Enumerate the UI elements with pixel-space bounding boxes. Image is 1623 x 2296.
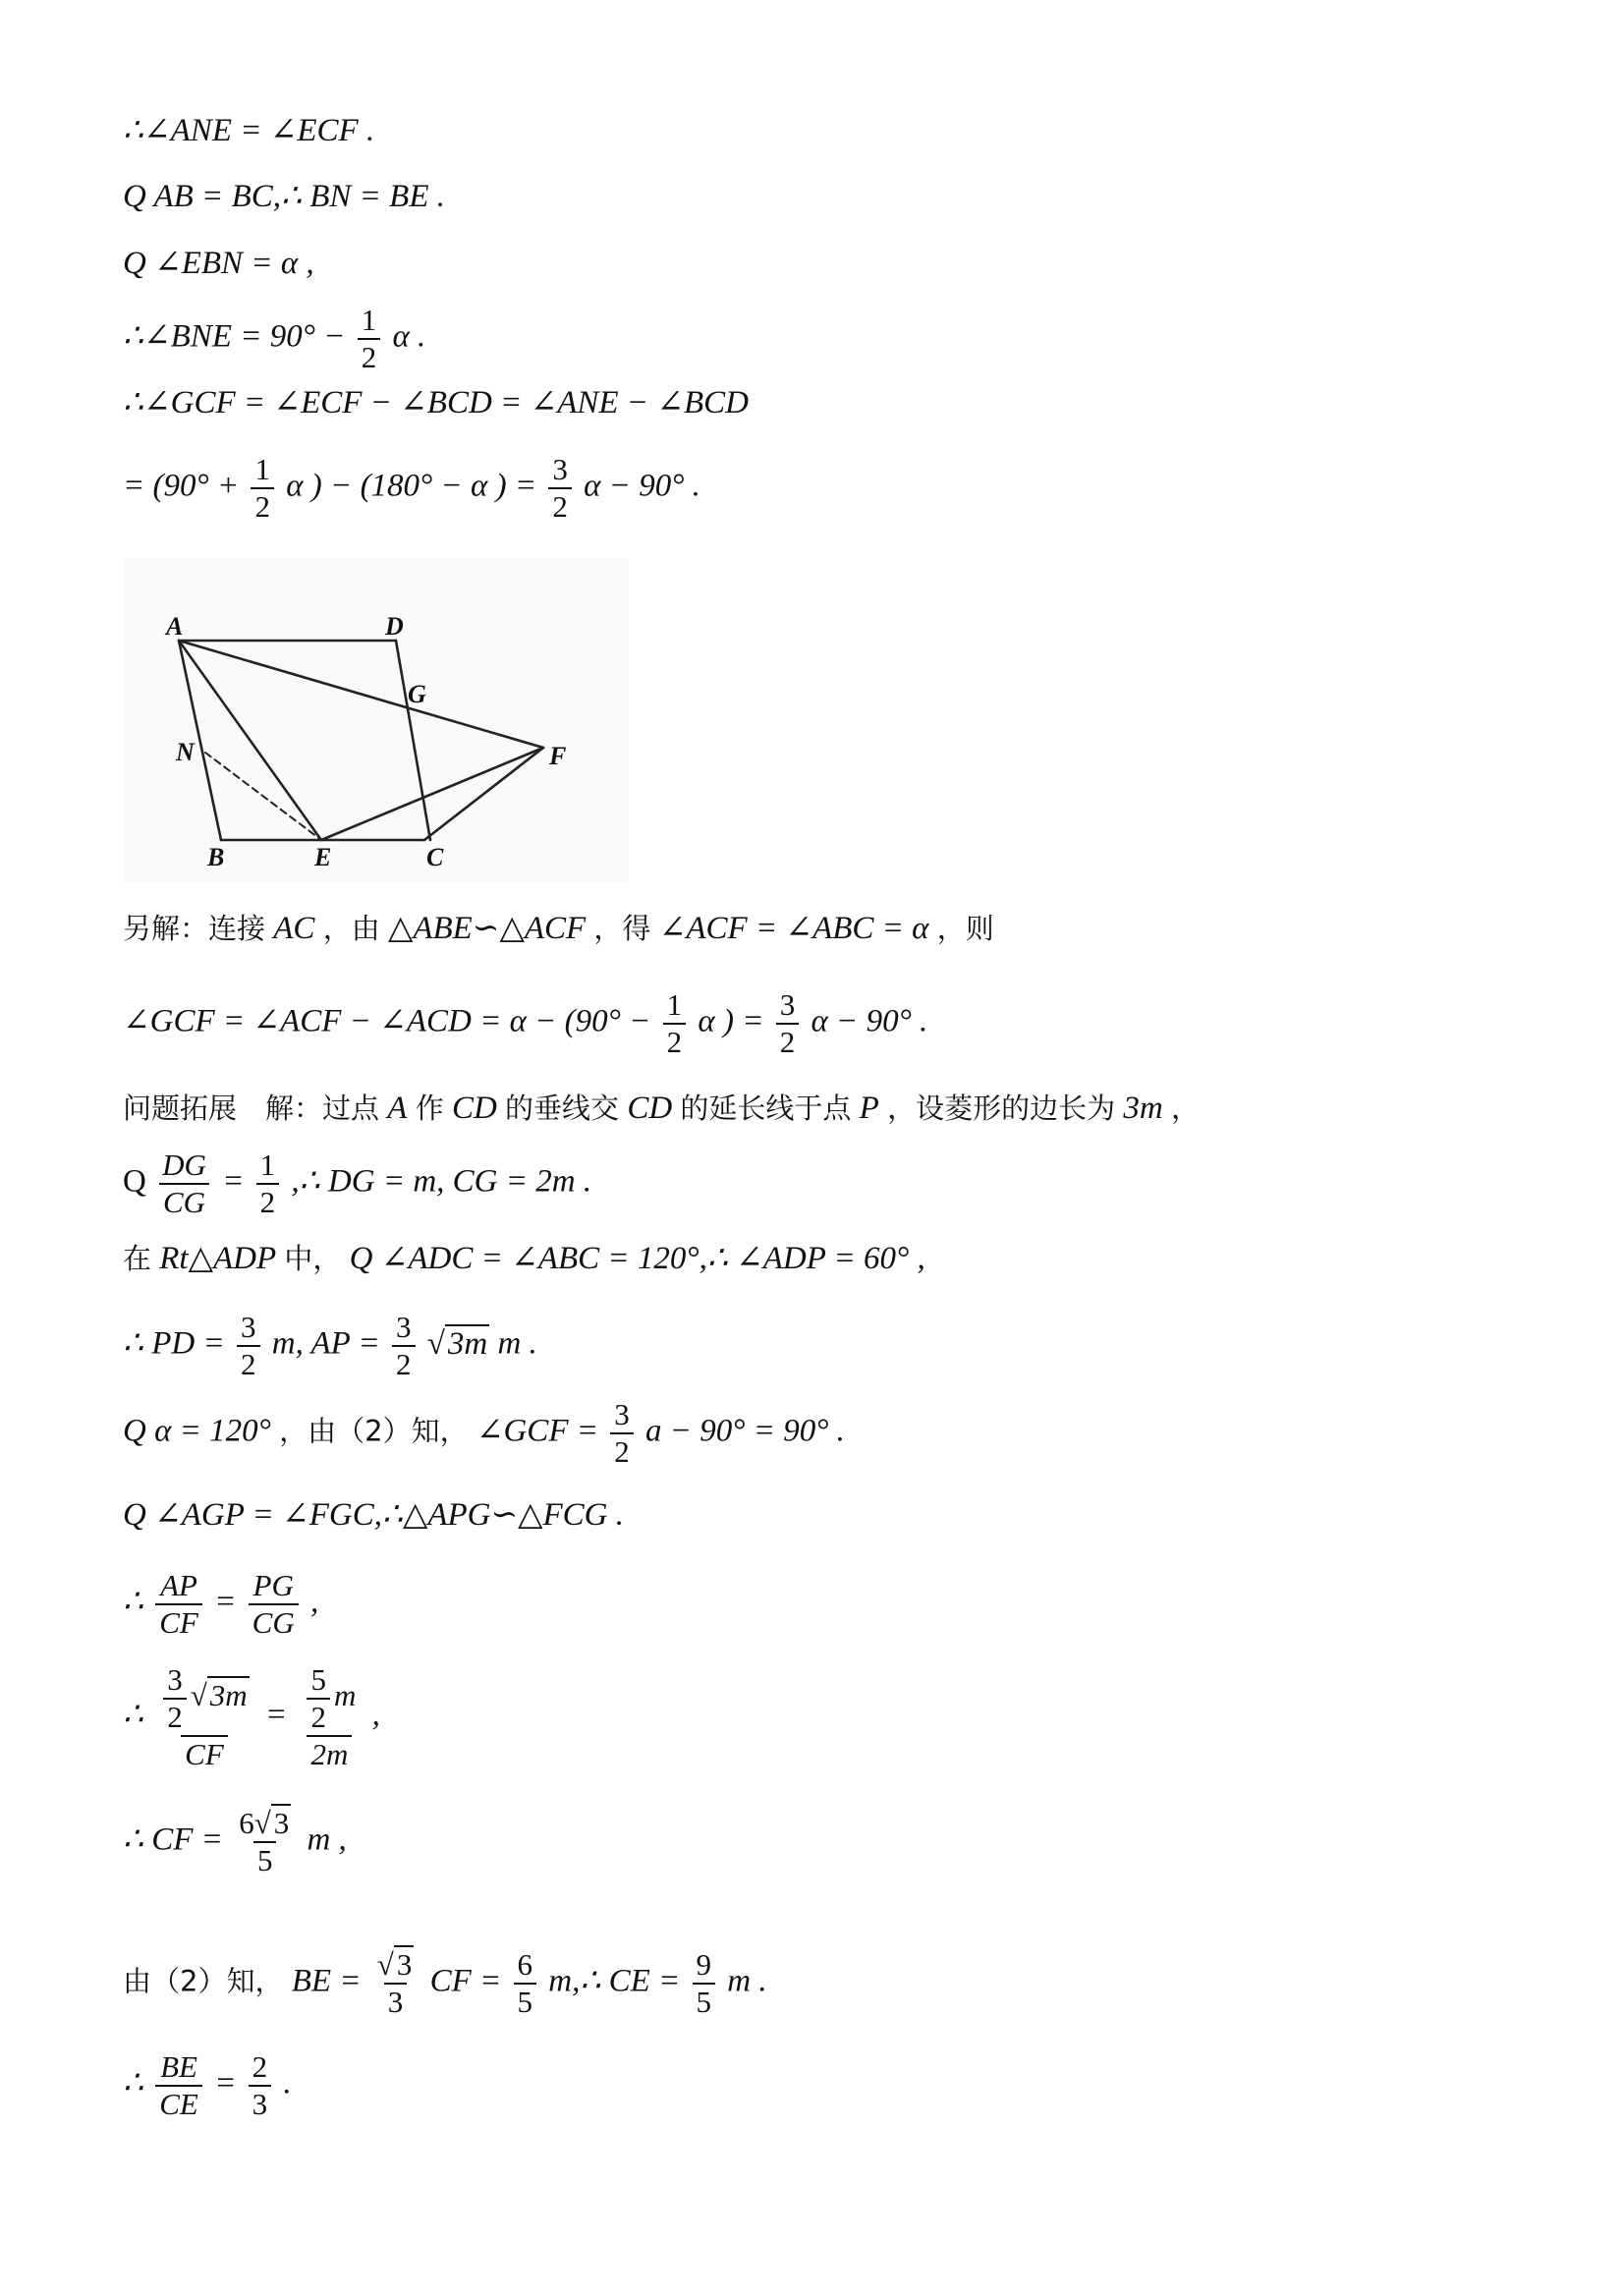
step-final-ratio: ∴ $\frac{BE}{CE}$ = $\frac{2}{3}$ . bbox=[123, 2049, 292, 2121]
geometry-figure bbox=[123, 558, 629, 882]
text: α ) − (180° − α ) = bbox=[286, 468, 537, 504]
text: ∴ PD = bbox=[123, 1325, 225, 1362]
text: ， bbox=[1170, 1092, 1200, 1125]
segment-af bbox=[179, 641, 543, 748]
text: Q bbox=[123, 1163, 146, 1200]
text: α − 90° . bbox=[584, 468, 700, 504]
fraction-three-halves: $\frac{3}{2}$ bbox=[237, 1310, 260, 1382]
text: P bbox=[859, 1091, 879, 1126]
text: ，则 bbox=[936, 912, 994, 945]
fraction-compound-right: $\frac{5}{2}$ m 2m bbox=[299, 1662, 360, 1772]
step-alpha-120 bbox=[123, 1397, 845, 1470]
text: α ) = bbox=[698, 1003, 764, 1039]
fraction-half: $\frac{1}{2}$ bbox=[256, 1148, 280, 1220]
step-pd-ap bbox=[123, 1310, 537, 1382]
text: ∴ bbox=[123, 1584, 143, 1620]
text: 的垂线交 bbox=[505, 1092, 620, 1125]
step-ebn-alpha bbox=[123, 244, 314, 283]
segment-ef bbox=[321, 748, 543, 840]
step-ratio: ∴ $\frac{AP}{CF}$ = $\frac{PG}{CG}$ , bbox=[123, 1568, 319, 1640]
text: ∴ CF = bbox=[123, 1821, 223, 1858]
text: BE = bbox=[291, 1963, 362, 1999]
text: Q α = 120° bbox=[123, 1413, 271, 1449]
sqrt-3m: √3m bbox=[426, 1325, 488, 1362]
step-dg-cg: Q $\frac{DG}{CG}$ = $\frac{1}{2}$ ,∴ DG = m, CG = 2m . bbox=[123, 1148, 592, 1219]
step-cf-value bbox=[123, 1806, 347, 1878]
label-G: G bbox=[408, 680, 426, 708]
text: α . bbox=[392, 318, 426, 355]
label-N: N bbox=[176, 738, 195, 766]
text: m, AP = bbox=[271, 1325, 380, 1362]
fraction-two-thirds: $\frac{2}{3}$ bbox=[249, 2049, 272, 2122]
label-E: E bbox=[314, 843, 332, 871]
text: 中， bbox=[284, 1242, 342, 1275]
fraction-three-halves: $\frac{3}{2}$ bbox=[548, 452, 572, 525]
text: A bbox=[387, 1091, 408, 1126]
step-ab-bc bbox=[123, 177, 445, 216]
extension-intro bbox=[123, 1089, 1200, 1128]
fraction-compound-left: $\frac{3}{2}$ √3m CF bbox=[155, 1662, 252, 1772]
text: ，由（2）知， bbox=[279, 1414, 469, 1448]
fraction-five-halves: $\frac{5}{2}$ bbox=[307, 1662, 330, 1735]
text: m . bbox=[497, 1325, 537, 1362]
text: Q ∠ADC = ∠ABC = 120°,∴ ∠ADP = 60° , bbox=[349, 1241, 925, 1276]
step-gcf bbox=[123, 383, 749, 422]
text: 作 bbox=[415, 1092, 444, 1125]
fraction-three-halves: $\frac{3}{2}$ bbox=[610, 1397, 634, 1470]
text: △ABE∽△ACF bbox=[387, 911, 587, 946]
step-angle-ane bbox=[123, 111, 374, 150]
step-be-ce bbox=[123, 1947, 767, 2020]
text: ,∴ DG = m, CG = 2m . bbox=[291, 1163, 592, 1200]
text: α − 90° . bbox=[811, 1003, 928, 1039]
text: , bbox=[309, 1584, 319, 1620]
fraction-ap-cf: $\frac{AP}{CF}$ bbox=[155, 1568, 202, 1641]
fraction-be-ce: $\frac{BE}{CE}$ bbox=[155, 2049, 202, 2122]
segment-dc bbox=[396, 641, 430, 840]
step-gcf-value bbox=[123, 452, 700, 525]
text: 由（2）知， bbox=[123, 1964, 284, 1998]
text: ∴∠BNE = 90° − bbox=[123, 318, 346, 355]
text: m , bbox=[307, 1821, 347, 1858]
step-similar-triangles bbox=[123, 1495, 624, 1535]
label-D: D bbox=[385, 612, 404, 641]
text: ∴ bbox=[123, 1697, 143, 1733]
fraction-dg-cg: $\frac{DG}{CG}$ bbox=[158, 1148, 210, 1220]
text: = (90° + bbox=[123, 468, 240, 504]
text: a − 90° = 90° . bbox=[645, 1413, 845, 1449]
fraction-six-fifths: $\frac{6}{5}$ bbox=[514, 1947, 537, 2020]
fraction-half: $\frac{1}{2}$ bbox=[663, 987, 687, 1060]
sqrt-3m: √3m bbox=[190, 1678, 248, 1713]
text: , bbox=[371, 1697, 380, 1733]
fraction-three-halves: $\frac{3}{2}$ bbox=[163, 1662, 187, 1735]
fraction-three-halves: $\frac{3}{2}$ bbox=[776, 987, 800, 1060]
text: CD bbox=[627, 1091, 673, 1126]
text: 问题拓展 解：过点 bbox=[123, 1092, 380, 1125]
rhombus-diagram bbox=[123, 558, 629, 882]
segment-cf bbox=[424, 748, 543, 840]
text: 3m bbox=[1123, 1091, 1163, 1126]
alt-gcf-value bbox=[123, 987, 927, 1060]
text: ∴ bbox=[123, 2065, 143, 2101]
text: Q ∠EBN = α , bbox=[123, 246, 314, 281]
fraction-half: $\frac{1}{2}$ bbox=[358, 303, 381, 375]
fraction-6sqrt3-5: $\frac{6√3}{5}$ bbox=[239, 1806, 290, 1877]
label-A: A bbox=[166, 612, 184, 641]
fraction-three-halves: $\frac{3}{2}$ bbox=[392, 1310, 416, 1382]
text: ，设菱形的边长为 bbox=[887, 1092, 1116, 1125]
text: Q AB = BC,∴ BN = BE . bbox=[123, 179, 445, 214]
segment-ne-dashed bbox=[205, 753, 321, 840]
text: ∴∠GCF = ∠ECF − ∠BCD = ∠ANE − ∠BCD bbox=[123, 385, 749, 420]
text: ，得 bbox=[593, 912, 651, 945]
text: ∠ACF = ∠ABC = α bbox=[658, 911, 929, 946]
label-C: C bbox=[426, 843, 444, 871]
text: CD bbox=[451, 1091, 497, 1126]
text: m,∴ CE = bbox=[548, 1963, 681, 1999]
text: ∴∠ANE = ∠ECF . bbox=[123, 113, 375, 148]
step-substitute: ∴ $\frac{3}{2}$ √3m CF = $\frac{5}{2}$ m 2m , bbox=[123, 1662, 380, 1771]
text: Q ∠AGP = ∠FGC,∴△APG∽△FCG . bbox=[123, 1497, 625, 1533]
alt-solution-line bbox=[123, 909, 994, 948]
text: 的延长线于点 bbox=[680, 1092, 852, 1125]
text: 另解：连接 bbox=[123, 912, 266, 945]
step-rt-adp bbox=[123, 1239, 925, 1278]
text: ∠GCF = ∠ACF − ∠ACD = α − (90° − bbox=[123, 1003, 651, 1039]
text: CF = bbox=[429, 1963, 502, 1999]
step-bne bbox=[123, 303, 425, 375]
label-B: B bbox=[207, 843, 225, 871]
label-F: F bbox=[549, 742, 567, 770]
text: . bbox=[283, 2065, 292, 2101]
text: 在 bbox=[123, 1242, 152, 1275]
text: ，由 bbox=[322, 912, 380, 945]
fraction-half: $\frac{1}{2}$ bbox=[251, 452, 274, 525]
fraction-pg-cg: $\frac{PG}{CG}$ bbox=[249, 1568, 299, 1641]
fraction-sqrt3-3: $\frac{√3}{3}$ bbox=[376, 1947, 413, 2019]
text: AC bbox=[273, 911, 315, 946]
fraction-nine-fifths: $\frac{9}{5}$ bbox=[693, 1947, 716, 2020]
text: ∠GCF = bbox=[476, 1413, 598, 1449]
text: Rt△ADP bbox=[159, 1241, 277, 1276]
text: m . bbox=[727, 1963, 767, 1999]
